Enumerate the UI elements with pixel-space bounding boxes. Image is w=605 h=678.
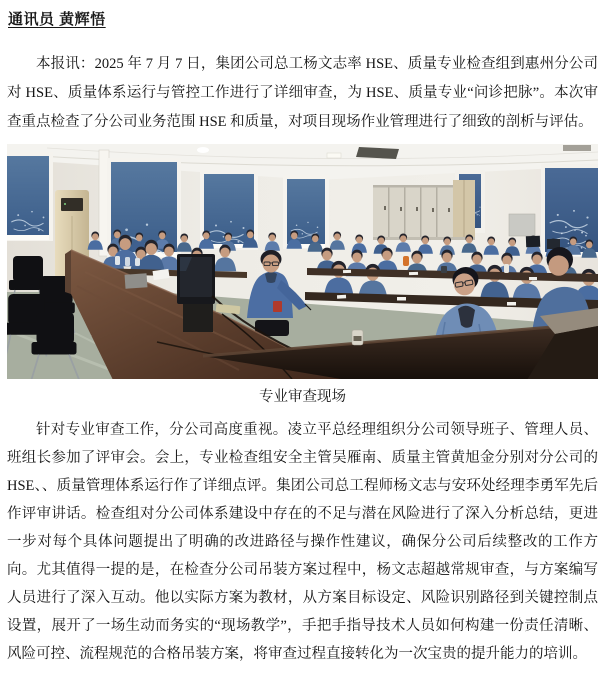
window-blind bbox=[283, 175, 329, 249]
article-photo-figure bbox=[7, 144, 598, 408]
window-blind bbox=[7, 152, 53, 241]
glass-cup bbox=[352, 330, 363, 345]
wall-screen bbox=[509, 214, 535, 236]
air-vent bbox=[356, 147, 399, 159]
cup bbox=[441, 266, 447, 273]
orange-bottle bbox=[403, 256, 409, 266]
water-bottle bbox=[504, 264, 509, 273]
article-photo bbox=[7, 144, 598, 379]
photo-caption: 专业审查现场 bbox=[7, 386, 598, 408]
air-vent bbox=[563, 145, 591, 151]
lockers bbox=[373, 180, 475, 240]
ceiling-light bbox=[197, 147, 209, 153]
ceiling-light bbox=[327, 153, 341, 158]
red-cup bbox=[273, 301, 282, 312]
paragraph-body: 针对专业审查工作，分公司高度重视。凌立平总经理组织分公司领导班子、管理人员、班组长参加了评审会。会上，专业检查组安全主管吴雁南、质量主管黄旭金分别对分公司的 HSE、、质量管理体系运行作了详细点评。集团公司总工程师杨文志与安环处经理李勇军先后作评审讲话。检查组对分公司体系建设中存在的不足与潜在风险进行了深入分析总结，更进一步对每个具体问题提出了明确的改进路径与操作性建议，确保分公司后续整改的工作方向。尤其值得一提的是，在检查分公司吊装方案过程中，杨文志超越常规审查，与方案编写人员进行了深入互动。他以实际方案为教材，从方案目标设定、风险识别路径到关键控制点设置，展开了一场生动而务实的“现场教学”，手把手指导技术人员如何构建一份责任清晰、风险可控、流程规范的合格吊装方案，将审查过程直接转化为一次宝贵的提升能力的培训。 bbox=[7, 416, 598, 668]
paragraph-intro: 本报讯：2025 年 7 月 7 日，集团公司总工杨文志率 HSE、质量专业检查组到惠州分公司对 HSE、质量体系运行与管控工作进行了详细审查，为 HSE、质量专业“问诊把脉”。本次审查重点检查了分公司业务范围 HSE 和质量，对项目现场作业管理进行了细致的剖析与评估。 bbox=[7, 50, 598, 137]
byline: 通讯员 黄辉悟 bbox=[8, 8, 598, 29]
desk-monitor bbox=[526, 236, 540, 247]
